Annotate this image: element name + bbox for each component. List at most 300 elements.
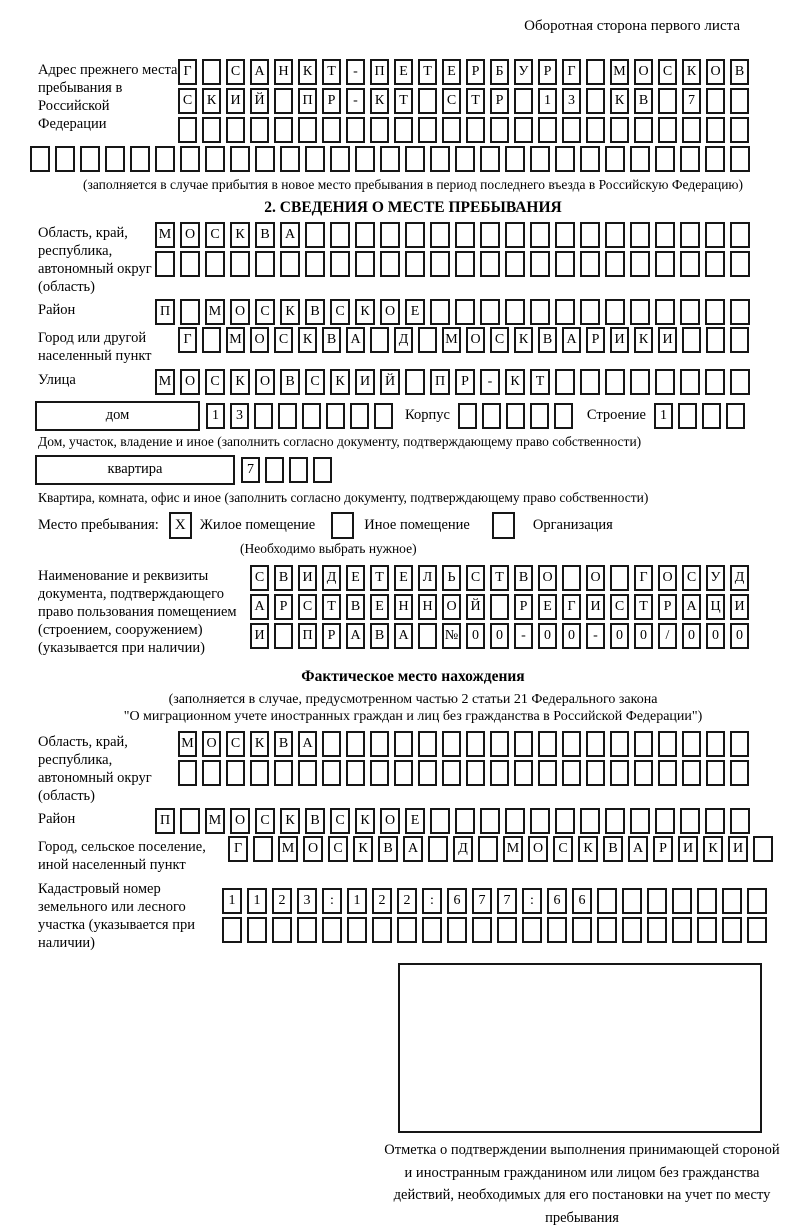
char-cell[interactable] — [505, 251, 525, 277]
char-cell[interactable]: В — [274, 565, 293, 591]
char-cell[interactable] — [705, 251, 725, 277]
char-cell[interactable] — [610, 760, 629, 786]
char-cell[interactable] — [155, 251, 175, 277]
checkbox-inoe[interactable] — [331, 512, 354, 539]
char-cell[interactable]: М — [610, 59, 629, 85]
char-cell[interactable] — [705, 222, 725, 248]
char-cell[interactable] — [530, 222, 550, 248]
char-cell[interactable] — [178, 117, 197, 143]
char-cell[interactable]: 6 — [572, 888, 592, 914]
char-cell[interactable] — [580, 146, 600, 172]
char-cell[interactable] — [105, 146, 125, 172]
char-cell[interactable] — [370, 327, 389, 353]
char-cell[interactable] — [322, 117, 341, 143]
char-cell[interactable] — [586, 88, 605, 114]
char-cell[interactable]: С — [442, 88, 461, 114]
char-cell[interactable] — [490, 117, 509, 143]
char-cell[interactable]: М — [155, 222, 175, 248]
char-cell[interactable]: : — [522, 888, 542, 914]
char-cell[interactable]: 1 — [247, 888, 267, 914]
char-cell[interactable] — [355, 146, 375, 172]
char-cell[interactable]: К — [330, 369, 350, 395]
char-cell[interactable] — [80, 146, 100, 172]
char-cell[interactable]: В — [378, 836, 398, 862]
ulitsa-row[interactable] — [155, 369, 750, 395]
char-cell[interactable] — [530, 808, 550, 834]
char-cell[interactable] — [230, 251, 250, 277]
char-cell[interactable]: О — [538, 565, 557, 591]
char-cell[interactable] — [370, 731, 389, 757]
char-cell[interactable] — [455, 146, 475, 172]
char-cell[interactable]: Е — [346, 565, 365, 591]
char-cell[interactable] — [372, 917, 392, 943]
char-cell[interactable]: О — [442, 594, 461, 620]
char-cell[interactable] — [466, 117, 485, 143]
char-cell[interactable] — [605, 251, 625, 277]
char-cell[interactable] — [480, 251, 500, 277]
char-cell[interactable]: 1 — [206, 403, 225, 429]
char-cell[interactable]: И — [355, 369, 375, 395]
char-cell[interactable] — [297, 917, 317, 943]
char-cell[interactable] — [205, 251, 225, 277]
char-cell[interactable]: М — [278, 836, 298, 862]
prev-address-overflow-row[interactable] — [30, 146, 796, 172]
char-cell[interactable]: 0 — [538, 623, 557, 649]
char-cell[interactable] — [305, 146, 325, 172]
char-cell[interactable]: Т — [394, 88, 413, 114]
char-cell[interactable] — [480, 808, 500, 834]
char-cell[interactable]: В — [730, 59, 749, 85]
char-cell[interactable]: Е — [405, 808, 425, 834]
char-cell[interactable] — [630, 299, 650, 325]
char-cell[interactable]: С — [255, 808, 275, 834]
char-cell[interactable] — [289, 457, 308, 483]
char-cell[interactable]: К — [578, 836, 598, 862]
char-cell[interactable] — [490, 594, 509, 620]
char-cell[interactable] — [418, 327, 437, 353]
char-cell[interactable]: Р — [322, 623, 341, 649]
char-cell[interactable] — [680, 251, 700, 277]
char-cell[interactable] — [697, 888, 717, 914]
char-cell[interactable] — [255, 146, 275, 172]
char-cell[interactable] — [562, 760, 581, 786]
char-cell[interactable]: Й — [380, 369, 400, 395]
char-cell[interactable] — [180, 146, 200, 172]
char-cell[interactable] — [682, 117, 701, 143]
char-cell[interactable] — [538, 760, 557, 786]
char-cell[interactable]: С — [682, 565, 701, 591]
char-cell[interactable]: Д — [394, 327, 413, 353]
char-cell[interactable]: М — [155, 369, 175, 395]
char-cell[interactable]: 6 — [447, 888, 467, 914]
char-cell[interactable]: И — [728, 836, 748, 862]
char-cell[interactable]: Е — [442, 59, 461, 85]
char-cell[interactable]: 3 — [562, 88, 581, 114]
char-cell[interactable] — [255, 251, 275, 277]
char-cell[interactable]: О — [380, 808, 400, 834]
char-cell[interactable] — [254, 403, 273, 429]
char-cell[interactable] — [202, 327, 221, 353]
char-cell[interactable]: О — [380, 299, 400, 325]
char-cell[interactable] — [705, 146, 725, 172]
char-cell[interactable]: 2 — [372, 888, 392, 914]
char-cell[interactable] — [580, 222, 600, 248]
char-cell[interactable]: К — [514, 327, 533, 353]
char-cell[interactable]: С — [466, 565, 485, 591]
char-cell[interactable]: Н — [394, 594, 413, 620]
char-cell[interactable]: А — [403, 836, 423, 862]
char-cell[interactable]: У — [514, 59, 533, 85]
char-cell[interactable] — [313, 457, 332, 483]
char-cell[interactable] — [380, 251, 400, 277]
char-cell[interactable]: С — [274, 327, 293, 353]
char-cell[interactable]: Й — [466, 594, 485, 620]
char-cell[interactable] — [442, 117, 461, 143]
char-cell[interactable] — [586, 760, 605, 786]
char-cell[interactable]: С — [305, 369, 325, 395]
char-cell[interactable]: И — [250, 623, 269, 649]
char-cell[interactable]: С — [298, 594, 317, 620]
char-cell[interactable] — [505, 299, 525, 325]
char-cell[interactable] — [505, 808, 525, 834]
char-cell[interactable]: Д — [730, 565, 749, 591]
char-cell[interactable] — [634, 760, 653, 786]
char-cell[interactable]: С — [226, 59, 245, 85]
char-cell[interactable] — [478, 836, 498, 862]
char-cell[interactable]: - — [480, 369, 500, 395]
char-cell[interactable]: Е — [538, 594, 557, 620]
char-cell[interactable] — [547, 917, 567, 943]
char-cell[interactable] — [202, 117, 221, 143]
char-cell[interactable] — [562, 117, 581, 143]
char-cell[interactable] — [634, 731, 653, 757]
char-cell[interactable]: Р — [586, 327, 605, 353]
char-cell[interactable]: И — [730, 594, 749, 620]
char-cell[interactable] — [222, 917, 242, 943]
char-cell[interactable] — [610, 731, 629, 757]
char-cell[interactable]: И — [298, 565, 317, 591]
char-cell[interactable]: С — [553, 836, 573, 862]
char-cell[interactable]: О — [634, 59, 653, 85]
char-cell[interactable] — [655, 808, 675, 834]
char-cell[interactable]: Р — [274, 594, 293, 620]
char-cell[interactable]: О — [180, 369, 200, 395]
char-cell[interactable] — [580, 808, 600, 834]
char-cell[interactable] — [330, 222, 350, 248]
char-cell[interactable]: В — [274, 731, 293, 757]
char-cell[interactable] — [730, 760, 749, 786]
char-cell[interactable] — [455, 222, 475, 248]
char-cell[interactable] — [682, 327, 701, 353]
char-cell[interactable] — [705, 299, 725, 325]
char-cell[interactable]: Т — [634, 594, 653, 620]
char-cell[interactable]: И — [610, 327, 629, 353]
char-cell[interactable]: О — [250, 327, 269, 353]
char-cell[interactable] — [597, 888, 617, 914]
char-cell[interactable]: М — [178, 731, 197, 757]
char-cell[interactable] — [630, 369, 650, 395]
char-cell[interactable]: 0 — [490, 623, 509, 649]
char-cell[interactable]: 3 — [230, 403, 249, 429]
char-cell[interactable] — [586, 731, 605, 757]
char-cell[interactable] — [250, 760, 269, 786]
char-cell[interactable] — [155, 146, 175, 172]
char-cell[interactable] — [730, 146, 750, 172]
char-cell[interactable] — [442, 731, 461, 757]
char-cell[interactable] — [278, 403, 297, 429]
char-cell[interactable] — [280, 251, 300, 277]
char-cell[interactable] — [722, 917, 742, 943]
char-cell[interactable] — [555, 222, 575, 248]
kadastr-row-1[interactable] — [222, 888, 767, 914]
char-cell[interactable] — [458, 403, 477, 429]
char-cell[interactable]: К — [610, 88, 629, 114]
char-cell[interactable]: О — [528, 836, 548, 862]
char-cell[interactable] — [430, 222, 450, 248]
char-cell[interactable] — [355, 222, 375, 248]
char-cell[interactable] — [680, 369, 700, 395]
char-cell[interactable] — [274, 760, 293, 786]
char-cell[interactable]: А — [346, 623, 365, 649]
char-cell[interactable] — [705, 369, 725, 395]
char-cell[interactable] — [682, 760, 701, 786]
char-cell[interactable]: С — [658, 59, 677, 85]
char-cell[interactable]: Д — [453, 836, 473, 862]
char-cell[interactable]: Р — [658, 594, 677, 620]
char-cell[interactable] — [680, 299, 700, 325]
char-cell[interactable] — [326, 403, 345, 429]
checkbox-organizatsiya[interactable] — [492, 512, 515, 539]
char-cell[interactable] — [730, 251, 750, 277]
char-cell[interactable]: Е — [394, 565, 413, 591]
char-cell[interactable]: О — [180, 222, 200, 248]
char-cell[interactable]: А — [250, 594, 269, 620]
char-cell[interactable] — [428, 836, 448, 862]
char-cell[interactable] — [405, 251, 425, 277]
char-cell[interactable]: В — [280, 369, 300, 395]
char-cell[interactable]: Р — [455, 369, 475, 395]
fact-oblast-row-1[interactable] — [178, 731, 749, 757]
char-cell[interactable] — [530, 403, 549, 429]
char-cell[interactable]: Й — [250, 88, 269, 114]
char-cell[interactable] — [538, 731, 557, 757]
char-cell[interactable]: 0 — [466, 623, 485, 649]
char-cell[interactable]: М — [503, 836, 523, 862]
char-cell[interactable]: В — [603, 836, 623, 862]
char-cell[interactable] — [202, 760, 221, 786]
char-cell[interactable]: А — [562, 327, 581, 353]
char-cell[interactable]: Т — [370, 565, 389, 591]
char-cell[interactable] — [418, 760, 437, 786]
char-cell[interactable] — [330, 146, 350, 172]
char-cell[interactable] — [418, 731, 437, 757]
char-cell[interactable] — [630, 222, 650, 248]
char-cell[interactable] — [370, 117, 389, 143]
checkbox-zhiloe[interactable]: X — [169, 512, 192, 539]
char-cell[interactable]: С — [255, 299, 275, 325]
char-cell[interactable] — [672, 917, 692, 943]
char-cell[interactable]: С — [490, 327, 509, 353]
char-cell[interactable]: Р — [538, 59, 557, 85]
char-cell[interactable]: К — [202, 88, 221, 114]
char-cell[interactable] — [730, 88, 749, 114]
char-cell[interactable] — [322, 917, 342, 943]
char-cell[interactable]: И — [586, 594, 605, 620]
char-cell[interactable] — [472, 917, 492, 943]
char-cell[interactable]: П — [298, 623, 317, 649]
char-cell[interactable] — [505, 146, 525, 172]
char-cell[interactable]: В — [255, 222, 275, 248]
char-cell[interactable] — [658, 760, 677, 786]
char-cell[interactable]: Г — [178, 59, 197, 85]
char-cell[interactable]: А — [250, 59, 269, 85]
char-cell[interactable] — [658, 117, 677, 143]
char-cell[interactable] — [466, 731, 485, 757]
char-cell[interactable]: М — [205, 808, 225, 834]
char-cell[interactable]: : — [322, 888, 342, 914]
oblast-row-2[interactable] — [155, 251, 750, 277]
char-cell[interactable]: К — [355, 808, 375, 834]
char-cell[interactable]: Г — [562, 59, 581, 85]
char-cell[interactable]: Т — [322, 594, 341, 620]
prev-address-row-2[interactable] — [178, 88, 749, 114]
char-cell[interactable]: Ц — [706, 594, 725, 620]
char-cell[interactable] — [630, 146, 650, 172]
char-cell[interactable] — [530, 299, 550, 325]
char-cell[interactable] — [726, 403, 745, 429]
char-cell[interactable] — [346, 760, 365, 786]
char-cell[interactable] — [647, 917, 667, 943]
char-cell[interactable] — [490, 731, 509, 757]
char-cell[interactable]: Г — [634, 565, 653, 591]
char-cell[interactable] — [730, 369, 750, 395]
char-cell[interactable]: Р — [490, 88, 509, 114]
char-cell[interactable] — [610, 565, 629, 591]
char-cell[interactable] — [730, 299, 750, 325]
char-cell[interactable]: Н — [274, 59, 293, 85]
char-cell[interactable] — [522, 917, 542, 943]
char-cell[interactable]: 0 — [706, 623, 725, 649]
char-cell[interactable]: / — [658, 623, 677, 649]
char-cell[interactable] — [580, 369, 600, 395]
char-cell[interactable]: П — [430, 369, 450, 395]
char-cell[interactable]: О — [230, 808, 250, 834]
char-cell[interactable]: М — [442, 327, 461, 353]
char-cell[interactable] — [555, 369, 575, 395]
char-cell[interactable]: С — [328, 836, 348, 862]
char-cell[interactable] — [747, 888, 767, 914]
char-cell[interactable] — [455, 251, 475, 277]
char-cell[interactable]: К — [703, 836, 723, 862]
char-cell[interactable] — [630, 808, 650, 834]
char-cell[interactable] — [466, 760, 485, 786]
char-cell[interactable]: К — [298, 59, 317, 85]
char-cell[interactable]: С — [178, 88, 197, 114]
char-cell[interactable] — [580, 251, 600, 277]
char-cell[interactable]: С — [205, 369, 225, 395]
char-cell[interactable] — [555, 251, 575, 277]
char-cell[interactable]: 1 — [222, 888, 242, 914]
char-cell[interactable] — [514, 731, 533, 757]
char-cell[interactable]: К — [298, 327, 317, 353]
char-cell[interactable] — [605, 146, 625, 172]
char-cell[interactable] — [302, 403, 321, 429]
char-cell[interactable]: 7 — [682, 88, 701, 114]
char-cell[interactable] — [418, 623, 437, 649]
char-cell[interactable] — [430, 146, 450, 172]
char-cell[interactable] — [355, 251, 375, 277]
char-cell[interactable] — [538, 117, 557, 143]
doc-row-3[interactable] — [250, 623, 749, 649]
char-cell[interactable] — [505, 222, 525, 248]
char-cell[interactable]: Б — [490, 59, 509, 85]
char-cell[interactable]: Т — [490, 565, 509, 591]
char-cell[interactable] — [680, 222, 700, 248]
char-cell[interactable]: Т — [418, 59, 437, 85]
char-cell[interactable] — [680, 808, 700, 834]
char-cell[interactable] — [230, 146, 250, 172]
char-cell[interactable] — [562, 731, 581, 757]
fact-raion-row[interactable] — [155, 808, 750, 834]
char-cell[interactable] — [555, 299, 575, 325]
char-cell[interactable] — [350, 403, 369, 429]
char-cell[interactable] — [394, 760, 413, 786]
char-cell[interactable] — [130, 146, 150, 172]
char-cell[interactable]: С — [250, 565, 269, 591]
char-cell[interactable] — [30, 146, 50, 172]
char-cell[interactable]: Г — [562, 594, 581, 620]
char-cell[interactable]: С — [205, 222, 225, 248]
char-cell[interactable] — [346, 731, 365, 757]
char-cell[interactable] — [180, 251, 200, 277]
char-cell[interactable] — [605, 222, 625, 248]
char-cell[interactable] — [253, 836, 273, 862]
char-cell[interactable]: 1 — [654, 403, 673, 429]
char-cell[interactable]: № — [442, 623, 461, 649]
char-cell[interactable] — [265, 457, 284, 483]
char-cell[interactable]: А — [346, 327, 365, 353]
char-cell[interactable] — [730, 808, 750, 834]
char-cell[interactable]: К — [505, 369, 525, 395]
char-cell[interactable] — [706, 760, 725, 786]
char-cell[interactable] — [274, 88, 293, 114]
char-cell[interactable] — [455, 299, 475, 325]
char-cell[interactable]: К — [634, 327, 653, 353]
char-cell[interactable] — [178, 760, 197, 786]
char-cell[interactable] — [730, 222, 750, 248]
char-cell[interactable] — [497, 917, 517, 943]
char-cell[interactable]: О — [202, 731, 221, 757]
char-cell[interactable]: С — [330, 299, 350, 325]
char-cell[interactable]: О — [706, 59, 725, 85]
char-cell[interactable]: 0 — [562, 623, 581, 649]
char-cell[interactable]: Н — [418, 594, 437, 620]
char-cell[interactable] — [697, 917, 717, 943]
char-cell[interactable]: С — [330, 808, 350, 834]
char-cell[interactable] — [374, 403, 393, 429]
doc-row-2[interactable] — [250, 594, 749, 620]
char-cell[interactable] — [514, 760, 533, 786]
char-cell[interactable] — [555, 146, 575, 172]
char-cell[interactable] — [630, 251, 650, 277]
char-cell[interactable] — [180, 808, 200, 834]
char-cell[interactable] — [706, 117, 725, 143]
char-cell[interactable]: П — [298, 88, 317, 114]
char-cell[interactable] — [672, 888, 692, 914]
char-cell[interactable] — [347, 917, 367, 943]
char-cell[interactable]: Т — [322, 59, 341, 85]
char-cell[interactable]: - — [346, 88, 365, 114]
